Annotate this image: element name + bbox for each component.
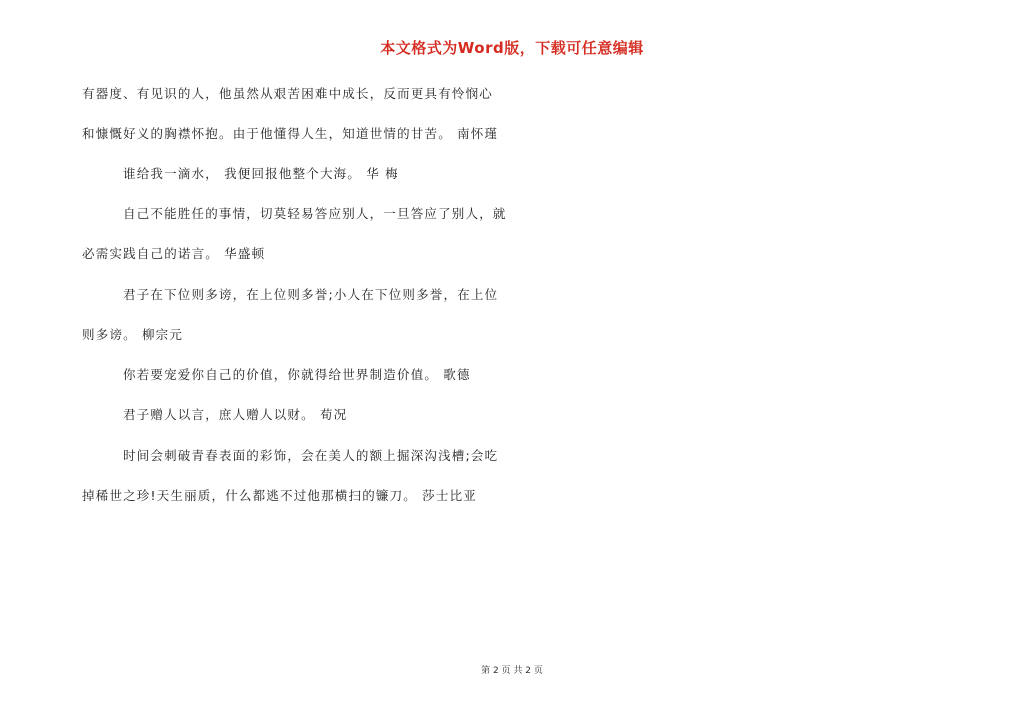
text-line: 则多谤。 柳宗元 <box>82 327 184 342</box>
text-line: 谁给我一滴水， 我便回报他整个大海。 华 梅 <box>123 166 399 181</box>
text-line: 掉稀世之珍!天生丽质，什么都逃不过他那横扫的镰刀。 莎士比亚 <box>82 488 477 503</box>
text-line: 君子赠人以言，庶人赠人以财。 荀况 <box>123 407 348 422</box>
page-number: 第 2 页 共 2 页 <box>481 666 543 676</box>
text-line: 和慷慨好义的胸襟怀抱。由于他懂得人生，知道世情的甘苦。 南怀瑾 <box>82 126 499 141</box>
text-line: 自己不能胜任的事情，切莫轻易答应别人，一旦答应了别人，就 <box>123 206 507 221</box>
text-line: 时间会刺破青春表面的彩饰，会在美人的额上掘深沟浅槽;会吃 <box>123 448 499 463</box>
text-line: 必需实践自己的诺言。 华盛顿 <box>82 246 266 261</box>
document-header-title: 本文格式为Word版，下载可任意编辑 <box>380 39 644 57</box>
text-line: 君子在下位则多谤，在上位则多誉;小人在下位则多誉，在上位 <box>123 287 499 302</box>
text-line: 你若要宠爱你自己的价值，你就得给世界制造价值。 歌德 <box>123 367 471 382</box>
text-line: 有器度、有见识的人，他虽然从艰苦困难中成长，反而更具有怜悯心 <box>82 86 494 101</box>
